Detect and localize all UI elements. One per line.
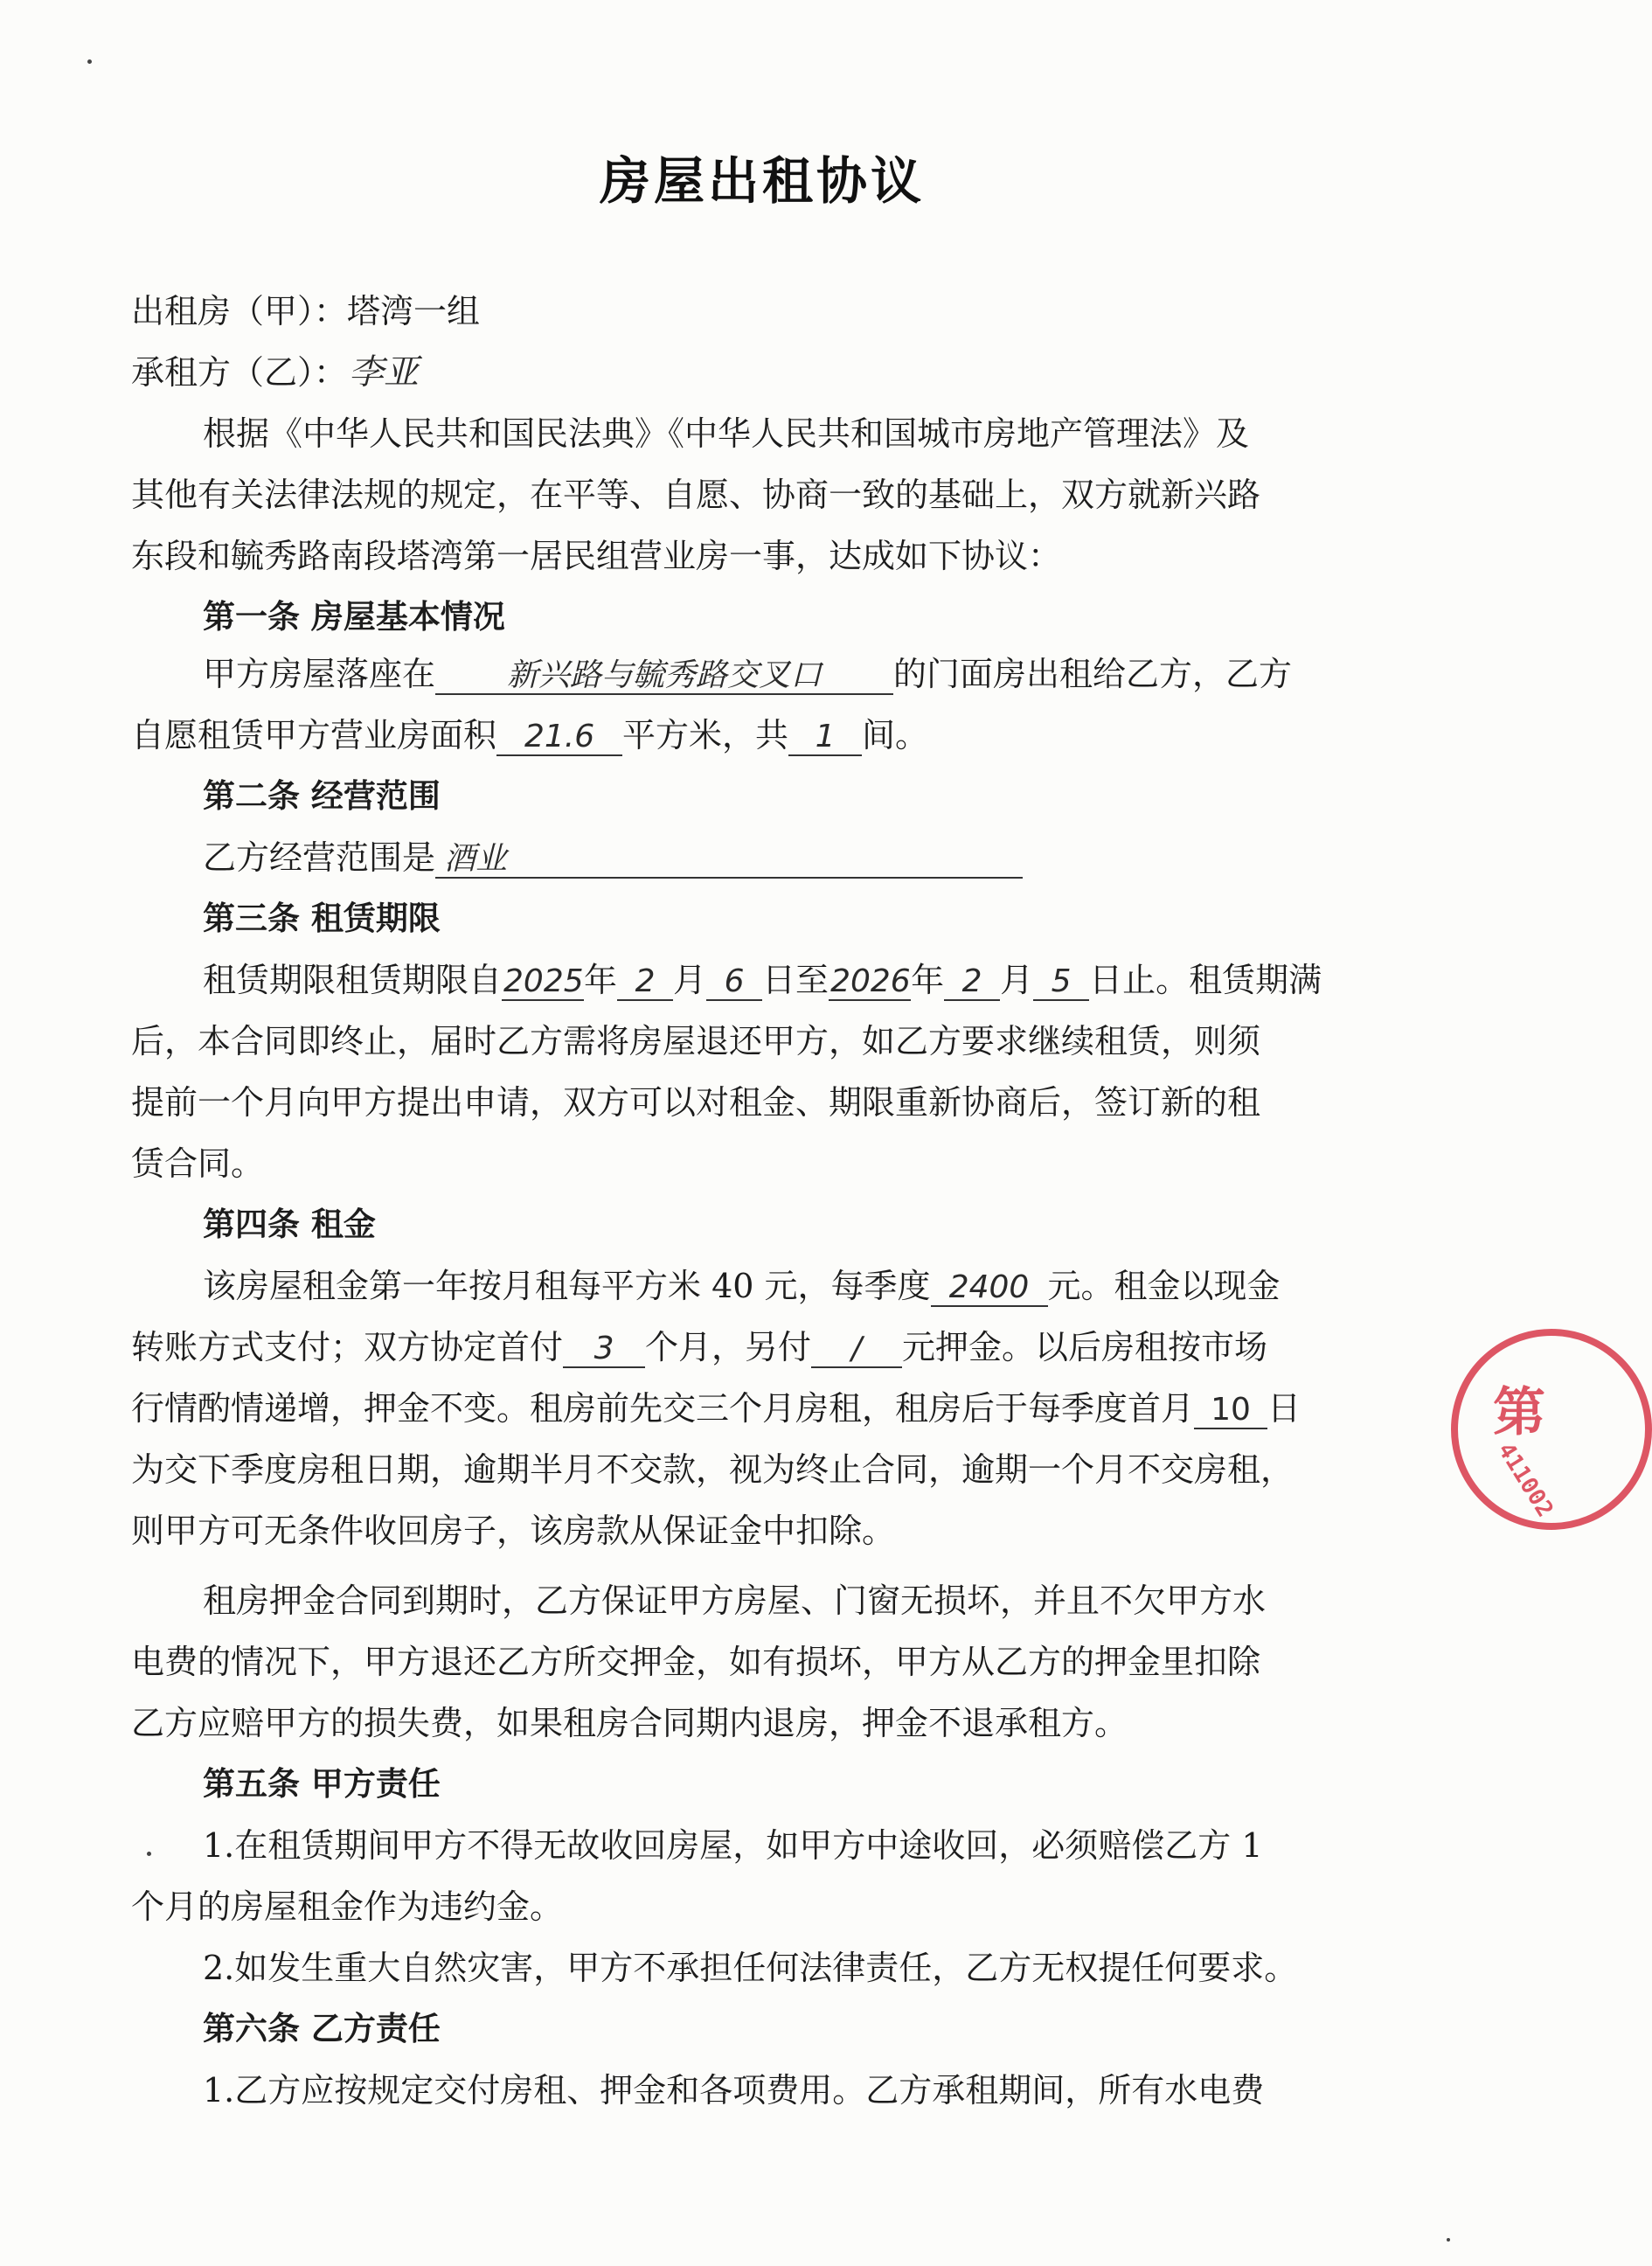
preamble-line-3: 东段和毓秀路南段塔湾第一居民组营业房一事，达成如下协议： (131, 537, 1062, 575)
article-3-line-3: 提前一个月向甲方提出申请，双方可以对租金、期限重新协商后，签订新的租 (131, 1083, 1261, 1122)
end-year: 2026 (830, 963, 911, 999)
text: 平方米，共 (622, 716, 789, 754)
article-4-line-3 (131, 1386, 1372, 1431)
article-4-line-4: 为交下季度房租日期，逾期半月不交款，视为终止合同，逾期一个月不交房租， (131, 1450, 1295, 1489)
article-2-line-1 (203, 835, 1374, 880)
article-1-line-2 (131, 712, 1372, 758)
text: 元。租金以现金 (1047, 1267, 1281, 1305)
article-4-line-1 (203, 1263, 1374, 1309)
article-5-item-1-line-1: 1.在租赁期间甲方不得无故收回房屋，如甲方中途收回，必须赔偿乙方 1 (203, 1826, 1263, 1865)
start-year: 2025 (503, 963, 584, 999)
lessee-label: 承租方（乙）： (131, 353, 348, 392)
article-4-para2-line-2: 电费的情况下，甲方退还乙方所交押金，如有损坏，甲方从乙方的押金里扣除 (131, 1643, 1261, 1681)
start-month: 2 (617, 964, 673, 1001)
red-seal-stamp (1451, 1329, 1652, 1530)
article-4-para2-line-3: 乙方应赔甲方的损失费，如果租房合同期内退房，押金不退承租方。 (131, 1704, 1128, 1742)
preamble-line-1: 根据《中华人民共和国民法典》《中华人民共和国城市房地产管理法》及 (203, 414, 1250, 453)
scan-speck (147, 1852, 151, 1856)
text: 日止。租赁期满 (1089, 961, 1322, 999)
article-4-line-2 (131, 1324, 1372, 1370)
business-scope-handwritten: 酒业 (435, 842, 1023, 879)
article-6-heading: 第六条 乙方责任 (203, 2010, 441, 2047)
article-1-line-1 (203, 651, 1374, 697)
text: 自愿租赁甲方营业房面积 (131, 716, 497, 754)
location-handwritten: 新兴路与毓秀路交叉口 (435, 658, 893, 695)
payment-day: 10 (1194, 1393, 1267, 1429)
article-4-line-5: 则甲方可无条件收回房子，该房款从保证金中扣除。 (131, 1512, 896, 1550)
scan-speck (87, 59, 92, 64)
lessee-line (131, 350, 1372, 395)
text: 乙方经营范围是 (203, 838, 436, 877)
lessee-signature: 李亚 (349, 352, 420, 393)
text: 转账方式支付；双方协定首付 (131, 1328, 564, 1366)
article-2-heading: 第二条 经营范围 (203, 777, 441, 815)
text: 元押金。以后房租按市场 (902, 1328, 1268, 1366)
scan-speck (1447, 2238, 1450, 2242)
article-4-heading: 第四条 租金 (203, 1206, 376, 1243)
prepay-months-handwritten: 3 (563, 1331, 645, 1368)
text: 该房屋租金第一年按月租每平方米 40 元，每季度 (203, 1267, 931, 1305)
document-title: 房屋出租协议 (599, 151, 925, 211)
article-3-line-1 (203, 957, 1374, 1003)
text: 甲方房屋落座在 (203, 655, 436, 693)
text: 日至 (762, 961, 829, 999)
stamp-number: 411002 (1492, 1438, 1558, 1522)
article-3-heading: 第三条 租赁期限 (203, 900, 441, 937)
preamble-line-2: 其他有关法律法规的规定，在平等、自愿、协商一致的基础上，双方就新兴路 (131, 476, 1261, 514)
article-3-line-2: 后，本合同即终止，届时乙方需将房屋退还甲方，如乙方要求继续租赁，则须 (131, 1022, 1261, 1060)
lessor-line (131, 288, 1372, 334)
text: 间。 (862, 716, 929, 754)
article-3-line-4: 赁合同。 (131, 1144, 265, 1183)
quarterly-rent-handwritten: 2400 (931, 1270, 1048, 1307)
start-day: 6 (706, 964, 762, 1001)
text: 日 (1267, 1389, 1301, 1428)
text: 月 (673, 961, 707, 999)
text: 行情酌情递增，押金不变。租房前先交三个月房租，租房后于每季度首月 (131, 1389, 1195, 1428)
article-6-item-1-line-1: 1.乙方应按规定交付房租、押金和各项费用。乙方承租期间，所有水电费 (203, 2071, 1265, 2110)
text: 月 (1000, 961, 1034, 999)
stamp-glyph: 第 (1493, 1382, 1545, 1443)
end-month: 2 (944, 964, 1000, 1001)
lessor-name: 塔湾一组 (347, 292, 481, 330)
text: 个月，另付 (645, 1328, 812, 1366)
end-day: 5 (1033, 964, 1089, 1001)
article-1-heading: 第一条 房屋基本情况 (203, 598, 505, 636)
text: 租赁期限租赁期限自 (203, 961, 503, 999)
rooms-handwritten: 1 (788, 719, 862, 756)
text: 年 (584, 961, 618, 999)
deposit-handwritten: / (811, 1331, 902, 1368)
article-4-para2-line-1: 租房押金合同到期时，乙方保证甲方房屋、门窗无损坏，并且不欠甲方水 (203, 1581, 1267, 1620)
text: 年 (911, 961, 945, 999)
text: 的门面房出租给乙方，乙方 (893, 655, 1293, 693)
article-5-item-2: 2.如发生重大自然灾害，甲方不承担任何法律责任，乙方无权提任何要求。 (203, 1949, 1298, 1987)
article-5-item-1-line-2: 个月的房屋租金作为违约金。 (131, 1887, 564, 1926)
article-5-heading: 第五条 甲方责任 (203, 1765, 441, 1803)
lessor-label: 出租房（甲）： (131, 292, 348, 330)
area-handwritten: 21.6 (496, 719, 622, 756)
